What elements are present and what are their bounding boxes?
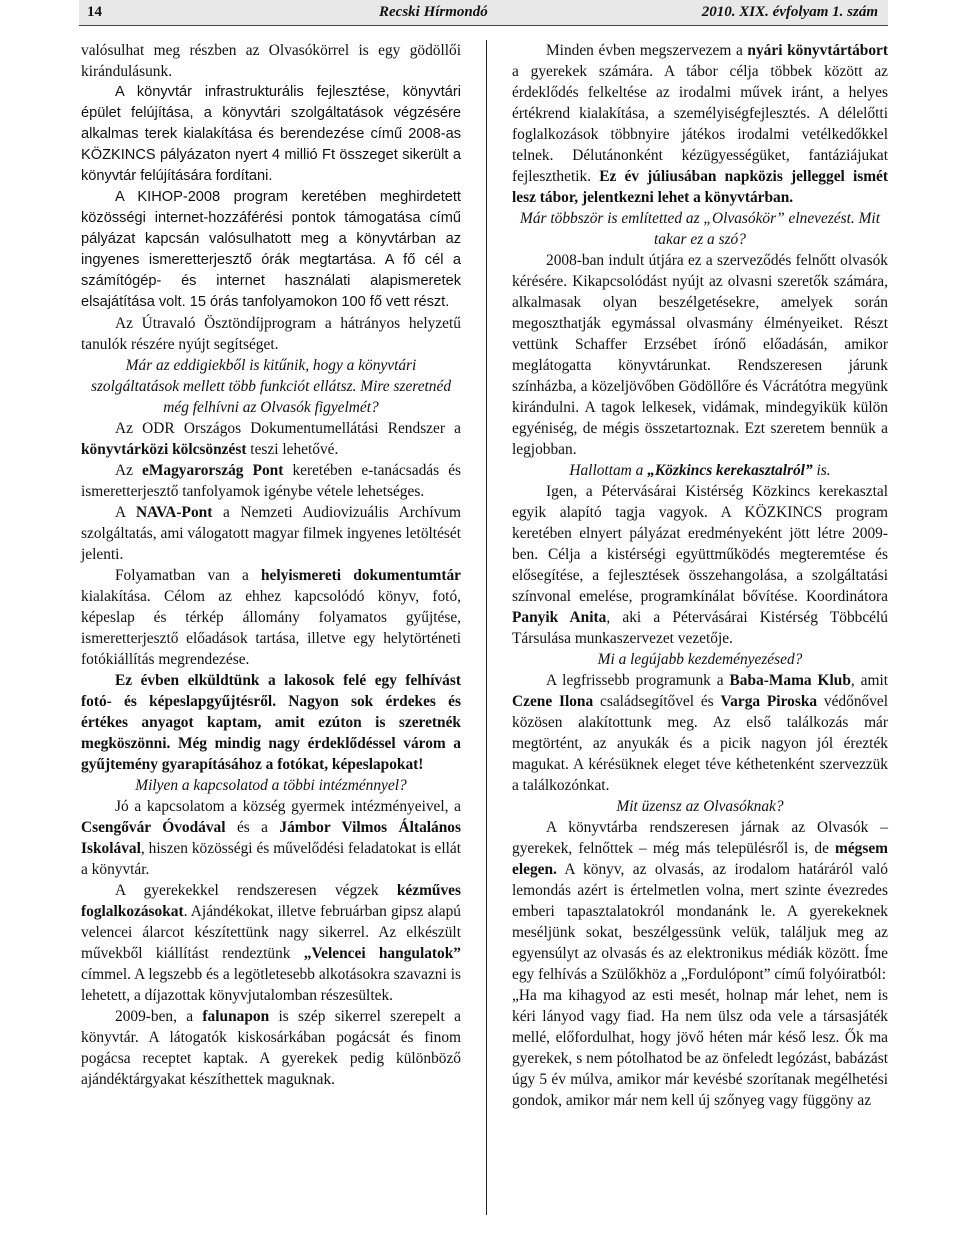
paragraph: Folyamatban van a helyismereti dokumentumtár kialakítása. Célom az ehhez kapcsolódó könyv, fotó, képeslap és térkép állomány folyamatos gyűjtése, ismeretterjesztő előadások tartása, illetve egy helytörténeti fotókiállítás megrendezése.: [81, 567, 461, 668]
paragraph: Az eMagyarország Pont keretében e-tanácsadás és ismeretterjesztő tanfolyamok igénybe vétele lehetséges.: [81, 462, 462, 500]
paragraph: 2009-ben, a falunapon is szép sikerrel szerepelt a könyvtár. A látogatók kiskosárkában pogácsát és finom pogácsa receptet kaptak. A gyerekek pedig különböző ajándéktárgyakat készíthettek maguknak.: [81, 1008, 461, 1088]
issue-info: 2010. XIX. évfolyam 1. szám: [701, 4, 878, 20]
interview-question: Mit üzensz az Olvasóknak?: [616, 798, 784, 815]
right-column: [512, 40, 888, 1111]
paragraph: Jó a kapcsolatom a község gyermek intézményeivel, a Csengővár Óvodával és a Jámbor Vilmos Általános Iskolával, hiszen közösségi és művelődési feladatokat is ellát a könyvtár.: [81, 798, 461, 878]
interview-question: Mi a legújabb kezdeményezésed?: [597, 651, 803, 668]
paragraph: Az ODR Országos Dokumentumellátási Rendszer a könyvtárközi kölcsönzést teszi lehetővé.: [81, 420, 461, 458]
paragraph: A gyerekekkel rendszeresen végzek kézműves foglalkozásokat. Ajándékokat, illetve februárban gipsz alapú velencei álarcot készítettünk nagy sikerrel. Az elkészült művekből kiállítást rendeztünk „Velencei hangulatok” címmel. A legszebb és a legötletesebb alkotásokra szavazni is lehetett, a díjazottak könyvjutalomban részesültek.: [81, 882, 461, 1004]
interview-question: Már az eddigiekből is kitűnik, hogy a könyvtári szolgáltatások mellett több funkciót ellátsz. Mire szeretnéd még felhívni az Olvasók figyelmét?: [90, 357, 452, 416]
interview-question: Hallottam a „Közkincs kerekasztalról” is.: [569, 462, 831, 479]
paragraph: A könyvtárba rendszeresen járnak az Olvasók – gyerekek, felnőttek – még más településről is, de mégsem elegen. A könyv, az olvasás, az irodalom határáról való lemondás azért is értelmetlen volna, mert szinte évezredes emberi tapasztalatokról mondanánk le. A gyerekeknek meséljünk sokat, beszélgessünk velük, találjuk meg az egyensúlyt az olvasás és az elektronikus médiák között. Íme egy felhívás a Szülőkhöz a „Fordulópont” című folyóiratból:: [512, 819, 888, 983]
paragraph: 2008-ban indult útjára ez a szerveződés felnőtt olvasók kérésére. Kikapcsolódást nyújt az olvasni szeretők számára, alkalmasak olyan beszélgetésekre, amelyek során megoszthatják egymással olvasmány élményeiket. Részt vettünk Schaffer Erzsébet írónő előadásán, amikor meglátogatta könyvtárunkat. Rendszeresen járunk színházba, a közeljövőben Gödöllőre és Vácrátótra megyünk kirándulni. A tagok lelkesek, vidámak, mindegyikük külön egyéniség, de mégis összetartoznak. Ezt szeretem bennük a legjobban.: [512, 252, 888, 458]
paragraph: Igen, a Pétervásárai Kistérség Közkincs kerekasztal egyik alapító tagja vagyok. A KÖZKINCS program keretében elnyert pályázat eredményeként jött létre 2009-ben. Célja a kistérségi együttműködés megteremtése és elősegítése, a fejlesztések összehangolása, a szolgáltatási színvonal emelése, programkínálat bővítése. Koordinátora Panyik Anita, aki a Pétervásárai Kistérség Többcélú Társulása munkaszervezet vezetője.: [512, 483, 888, 647]
quotation: „Ha ma kihagyod az esti mesét, holnap már lehet, nem is kéri lányod vagy fiad. Ha nem ülsz oda vele a társasjáték mellé, előfordulhat, hogy jövő héten már késő lesz. Ők ma gyerekek, s nem pótolhatod be az önfeledt legózást, babázást úgy 5 év múlva, amikor már kevésbé szorítanak megélhetési gondok, amikor már nem kell új szőnyeg vagy függöny az: [512, 987, 888, 1109]
column-divider: [486, 40, 487, 1215]
paragraph: A KIHOP-2008 program keretében meghirdetett közösségi internet-hozzáférési pontok támogatása című pályázat kapcsán valósulhatott meg a könyvtárban az ingyenes ismeretterjesztő órák megtartása. A fő cél a számítógép- és internet használati alapismeretek elsajátítása volt. 15 órás tanfolyamokon 100 fő vett részt.: [81, 189, 461, 310]
page-number: 14: [87, 4, 102, 20]
paragraph: A legfrissebb programunk a Baba-Mama Klub, amit Czene Ilona családsegítővel és Varga Piroska védőnővel közösen alakítottunk meg. Az első találkozás már megtörtént, az anyukák és a picik nagyon jól érezték magukat. A kérésüknek eleget téve kéthetenként szervezzük a találkozónkat.: [512, 672, 889, 794]
left-column: [81, 40, 461, 1090]
paragraph-highlight: Ez évben elküldtünk a lakosok felé egy felhívást fotó- és képeslapgyűjtésről. Nagyon sok érdekes és értékes anyagot kaptam, amit ezúton is szeretnék megköszönni. Még mindig nagy érdeklődéssel várom a gyűjtemény gyarapításához a fotókat, képeslapokat!: [81, 672, 461, 773]
publication-title: Recski Hírmondó: [379, 4, 488, 20]
page-header: [79, 0, 888, 26]
paragraph: A NAVA-Pont a Nemzeti Audiovizuális Archívum szolgáltatás, ami válogatott magyar filmek ingyenes letöltését jelenti.: [81, 504, 461, 563]
paragraph: Minden évben megszervezem a nyári könyvtártábort a gyerekek számára. A tábor célja többek között az érdeklődés felkeltése az irodalmi művek iránt, a helyes értékrend kialakítása, a személyiségfejlesztés. A délelőtti foglalkozások többnyire játékos irodalmi vetélkedőkkel telnek. Délutánonként kézügyességüket, fantáziájukat fejleszthetik. Ez év júliusában napközis jelleggel ismét lesz tábor, jelentkezni lehet a könyvtárban.: [512, 42, 889, 206]
paragraph: valósulhat meg részben az Olvasókörrel is egy gödöllői kirándulásunk.: [81, 42, 461, 80]
paragraph: Az Útravaló Ösztöndíjprogram a hátrányos helyzetű tanulók részére nyújt segítséget.: [81, 315, 461, 353]
interview-question: Milyen a kapcsolatod a többi intézménnyel?: [135, 777, 407, 794]
paragraph: A könyvtár infrastrukturális fejlesztése, könyvtári épület felújítása, a könyvtári szolgáltatások végzésére alkalmas terek kialakítása és berendezése című 2008-as KÖZKINCS pályázaton nyert 4 millió Ft összeget sikerült a könyvtár felújítására fordítani.: [81, 84, 461, 184]
interview-question: Már többször is említetted az „Olvasókör” elnevezést. Mit takar ez a szó?: [520, 210, 880, 248]
